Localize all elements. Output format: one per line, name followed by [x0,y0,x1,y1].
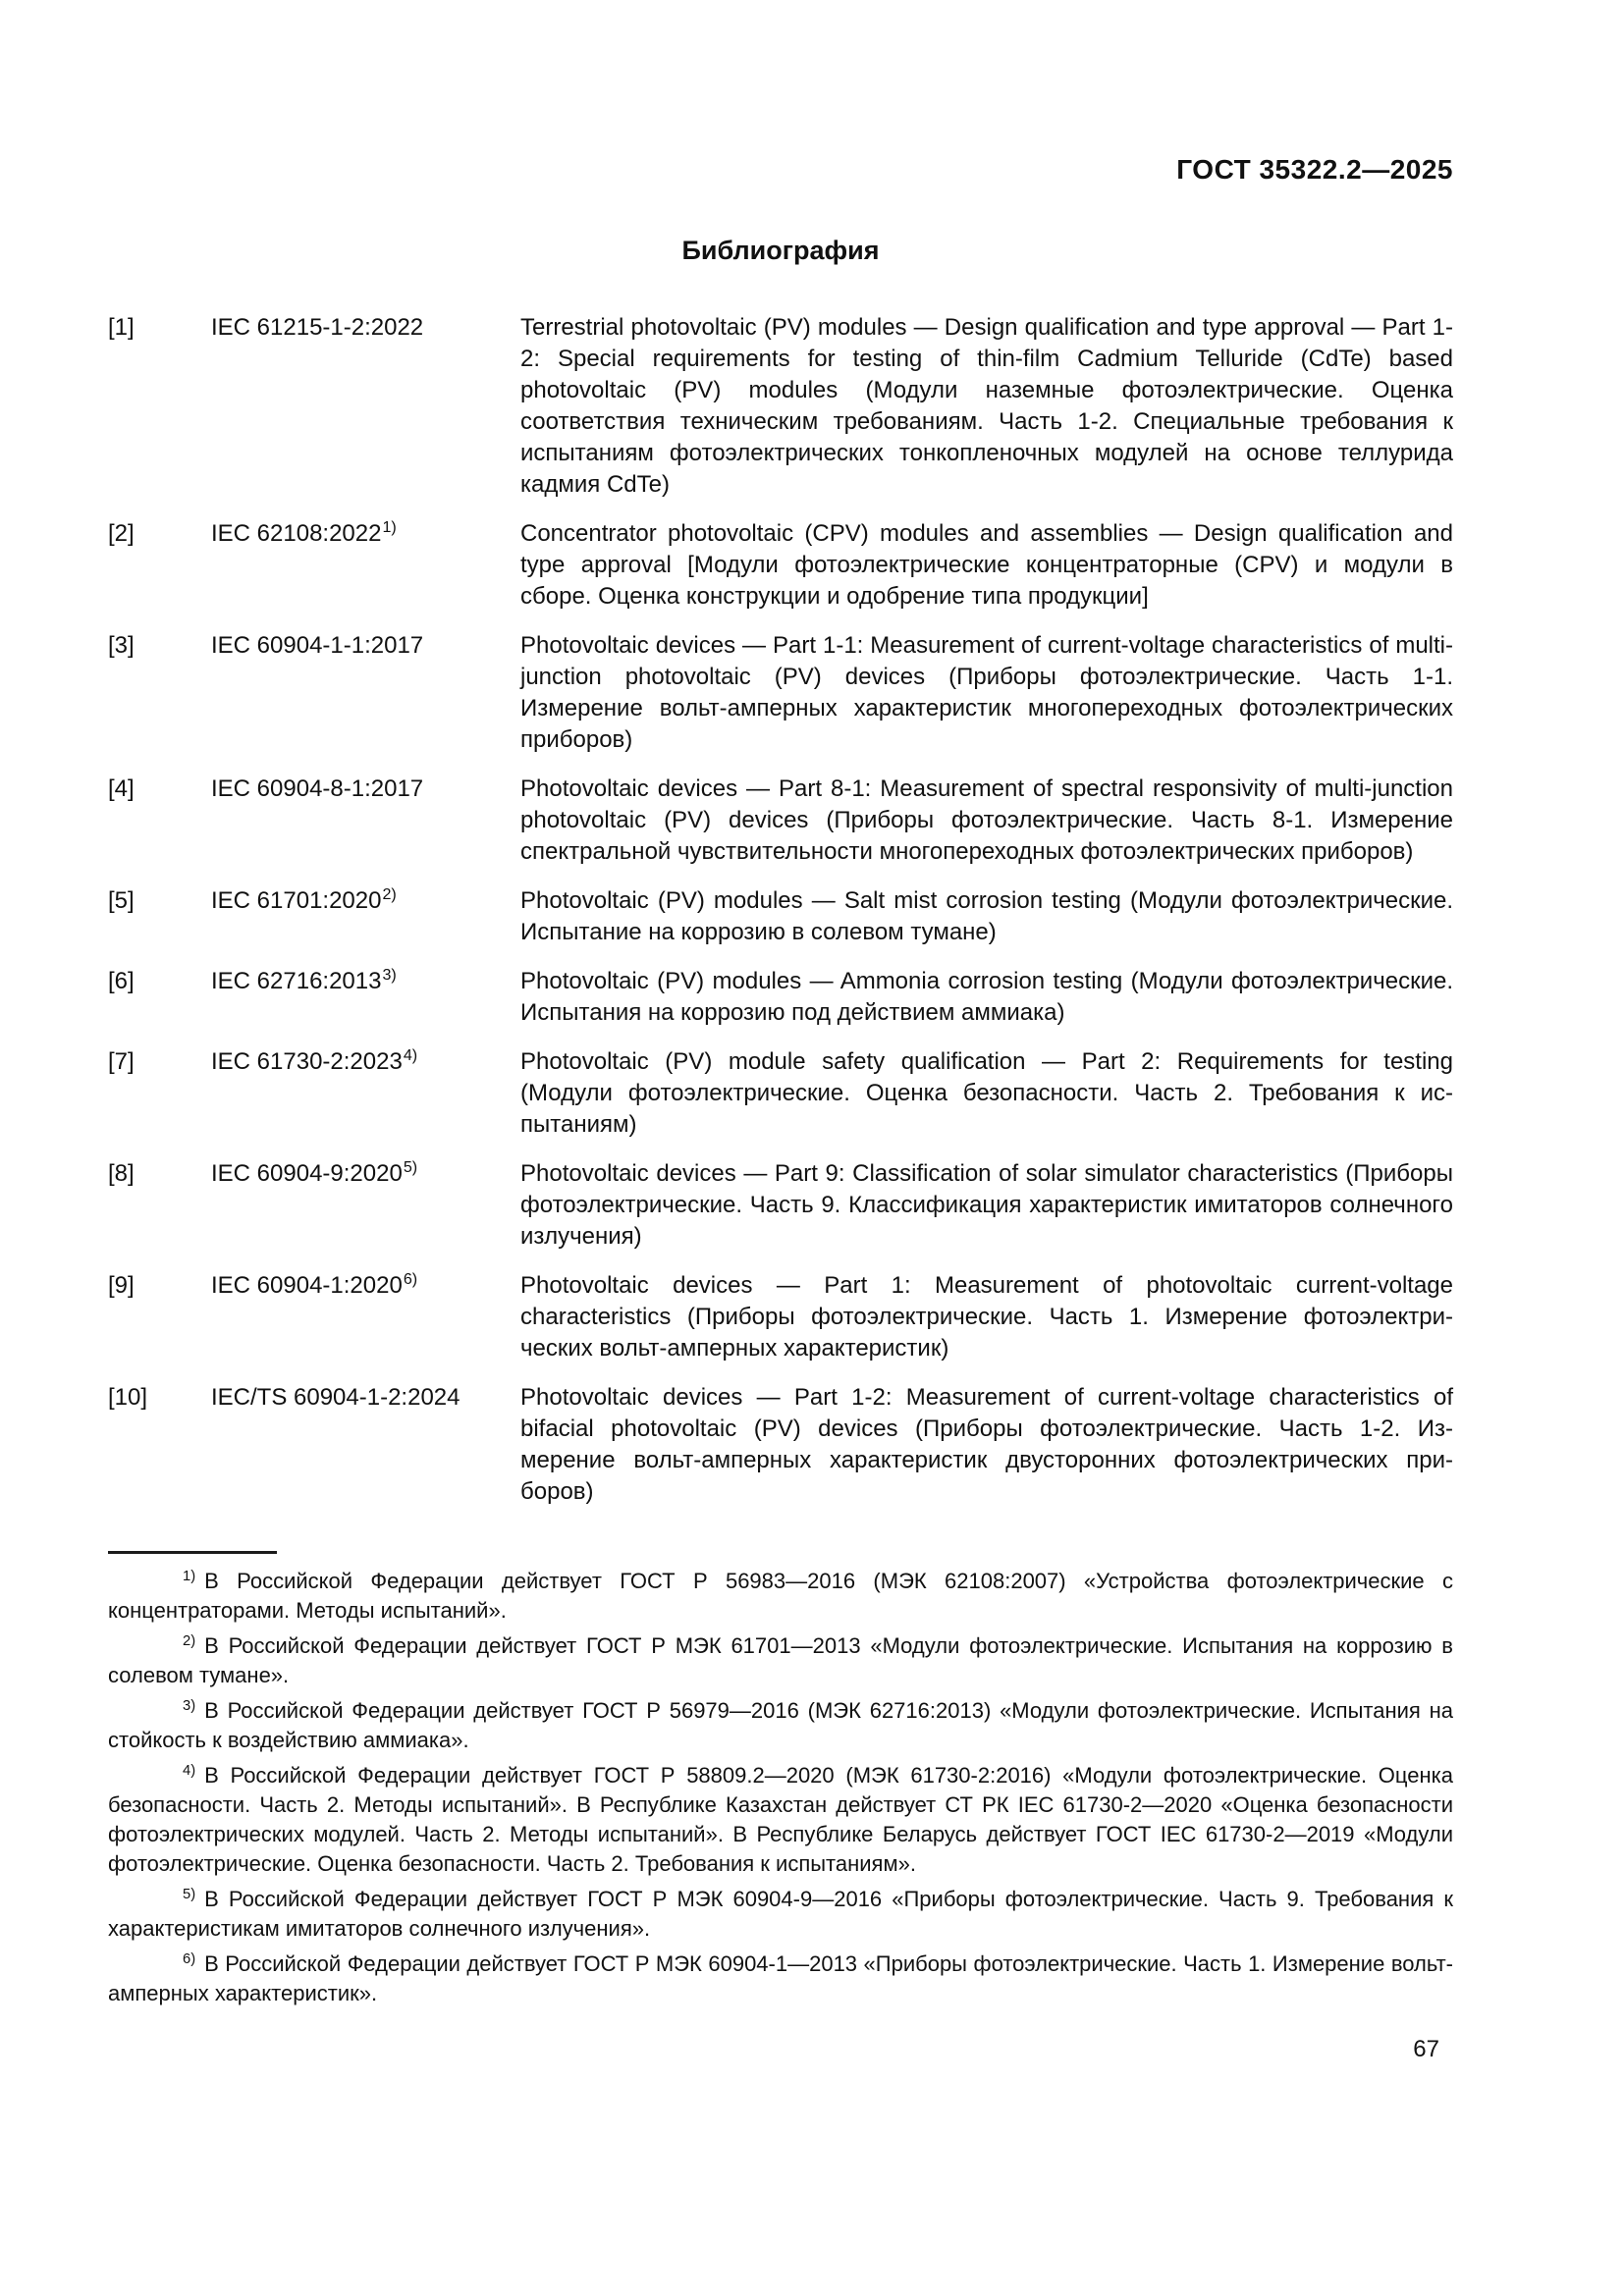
entry-text: Photovoltaic devices — Part 1-2: Measurement of current-voltage characteristics of bifacial photovoltaic (PV) devices (Приборы фотоэлектрические. Часть 1-2. Измерение вольт-амперных характеристик двусторонних фотоэлектрических приборов) [520,1384,1453,1505]
entry-text: Concentrator photovoltaic (CPV) modules and assemblies — Design qualification and type approval [Модули фотоэлектрические концентраторные (CPV) и модули в сборе. Оценка конструкции и одобрение типа продукции] [520,520,1453,610]
page-number: 67 [1413,2036,1439,2062]
footnotes-section [108,1567,1453,2008]
bibliography-entry [108,885,1453,948]
entry-code-text: IEC 61215-1-2:2022 [211,314,424,341]
entry-code [211,1158,520,1253]
page-title: Библиография [681,236,880,265]
entry-footnote-mark: 2) [382,885,397,903]
bibliography-entry [108,1382,1453,1508]
footnote-number: 4) [183,1762,196,1779]
footnote-number: 5) [183,1886,196,1902]
footnote-text: В Российской Федерации действует ГОСТ Р 56979—2016 (МЭК 62716:2013) «Модули фотоэлектрические. Испытания на стойкость к воздействию аммиака». [108,1698,1453,1752]
bibliography-entry [108,1046,1453,1141]
entry-ref: [2] [108,520,135,547]
entry-ref: [6] [108,968,135,994]
entry-footnote-mark: 6) [403,1270,418,1288]
bibliography-entry [108,966,1453,1029]
footnote-text: В Российской Федерации действует ГОСТ Р 58809.2—2020 (МЭК 61730-2:2016) «Модули фотоэлектрические. Оценка безопасности. Часть 2. Методы испытаний». В Республике Казахстан действует СТ РК IEC 61730-2—2020 «Оценка безопасности фотоэлектрических модулей. Часть 2. Методы испытаний». В Республике Беларусь действует ГОСТ IEC 61730-2—2019 «Модули фотоэлектрические. Оценка безопасности. Часть 2. Требования к испытаниям». [108,1763,1453,1876]
entry-code [211,1382,520,1508]
entry-ref: [1] [108,314,135,341]
bibliography-entry [108,1270,1453,1364]
entry-text: Photovoltaic (PV) modules — Ammonia corrosion testing (Модули фотоэлектрические. Испытания на коррозию под действием аммиака) [520,968,1453,1026]
entry-code [211,1046,520,1141]
footnote-text: В Российской Федерации действует ГОСТ Р МЭК 61701—2013 «Модули фотоэлектрические. Испытания на коррозию в солевом тумане». [108,1633,1453,1687]
entry-ref: [8] [108,1160,135,1187]
entry-footnote-mark: 5) [403,1158,418,1176]
footnote-text: В Российской Федерации действует ГОСТ Р 56983—2016 (МЭК 62108:2007) «Устройства фотоэлектрические с концентраторами. Методы испытаний». [108,1569,1453,1623]
entry-code-text: IEC 60904-8-1:2017 [211,775,424,802]
entry-code [211,518,520,613]
footnote [108,1885,1453,1944]
entry-ref: [7] [108,1048,135,1075]
entry-text: Photovoltaic devices — Part 8-1: Measurement of spectral responsivity of multi-junction photovoltaic (PV) devices (Приборы фотоэлектрические. Часть 8-1. Измерение спектральной чувствительности многопереходных фотоэлектрических приборов) [520,775,1453,865]
footnote-text: В Российской Федерации действует ГОСТ Р МЭК 60904-1—2013 «Приборы фотоэлектрические. Часть 1. Измерение вольт-амперных характеристик». [108,1951,1453,2005]
footnote-separator [108,1551,277,1554]
entry-ref: [9] [108,1272,135,1299]
footnote [108,1761,1453,1879]
entry-code-text: IEC 62716:2013 [211,968,382,994]
entry-code-text: IEC 60904-1:2020 [211,1272,403,1299]
bibliography-entry [108,630,1453,756]
footnote [108,1631,1453,1690]
footnote [108,1696,1453,1755]
entry-code-text: IEC 60904-1-1:2017 [211,632,424,659]
entry-code [211,1270,520,1364]
footnote-number: 3) [183,1697,196,1714]
entry-text: Photovoltaic (PV) module safety qualification — Part 2: Requirements for testing (Модули фотоэлектрические. Оценка безопасности. Часть 2. Требования к испытаниям) [520,1048,1453,1138]
entry-code [211,312,520,501]
entry-footnote-mark: 1) [382,518,397,536]
entry-text: Photovoltaic devices — Part 1: Measurement of photovoltaic current-voltage characteristics (Приборы фотоэлектрические. Часть 1. Измерение фотоэлектрических вольт-амперных характеристик) [520,1272,1453,1362]
entry-ref: [5] [108,887,135,914]
entry-ref: [4] [108,775,135,802]
footnote [108,1949,1453,2008]
entry-code [211,966,520,1029]
doc-code-header: ГОСТ 35322.2—2025 [1176,154,1453,185]
entry-footnote-mark: 3) [382,966,397,984]
footnote-text: В Российской Федерации действует ГОСТ Р МЭК 60904-9—2016 «Приборы фотоэлектрические. Часть 9. Требования к характеристикам имитаторов солнечного излучения». [108,1887,1453,1941]
footnote-number: 6) [183,1950,196,1967]
entry-text: Photovoltaic devices — Part 1-1: Measurement of current-voltage characteristics of multi-junction photovoltaic (PV) devices (Приборы фотоэлектрические. Часть 1-1. Измерение вольт-амперных характеристик многопереходных фотоэлектрических приборов) [520,632,1453,753]
bibliography-entry [108,1158,1453,1253]
bibliography-entry [108,774,1453,868]
footnote [108,1567,1453,1626]
entry-code [211,774,520,868]
entry-ref: [3] [108,632,135,659]
footnote-number: 1) [183,1568,196,1584]
entry-code-text: IEC 62108:2022 [211,520,382,547]
bibliography-entry [108,312,1453,501]
entry-ref: [10] [108,1384,148,1411]
entry-code [211,630,520,756]
bibliography-entry [108,518,1453,613]
entry-footnote-mark: 4) [403,1046,418,1064]
entry-text: Photovoltaic (PV) modules — Salt mist corrosion testing (Модули фотоэлектрические. Испытание на коррозию в солевом тумане) [520,887,1453,945]
entry-code-text: IEC 61730-2:2023 [211,1048,403,1075]
entry-code-text: IEC/TS 60904-1-2:2024 [211,1384,460,1411]
entry-code [211,885,520,948]
entry-code-text: IEC 60904-9:2020 [211,1160,403,1187]
footnote-number: 2) [183,1632,196,1649]
entry-text: Terrestrial photovoltaic (PV) modules — Design qualification and type approval — Part 1-2: Special requirements for testing of thin-film Cadmium Telluride (CdTe) based photovoltaic (PV) modules (Модули наземные фотоэлектрические. Оценка соответствия техническим требованиям. Часть 1-2. Специальные требования к испытаниям фотоэлектрических тонкопленочных модулей на основе теллурида кадмия CdTe) [520,314,1453,498]
entry-text: Photovoltaic devices — Part 9: Classification of solar simulator characteristics (Приборы фотоэлектрические. Часть 9. Классификация характеристик имитаторов солнечного излучения) [520,1160,1453,1250]
entry-code-text: IEC 61701:2020 [211,887,382,914]
bibliography-list [108,312,1453,1508]
